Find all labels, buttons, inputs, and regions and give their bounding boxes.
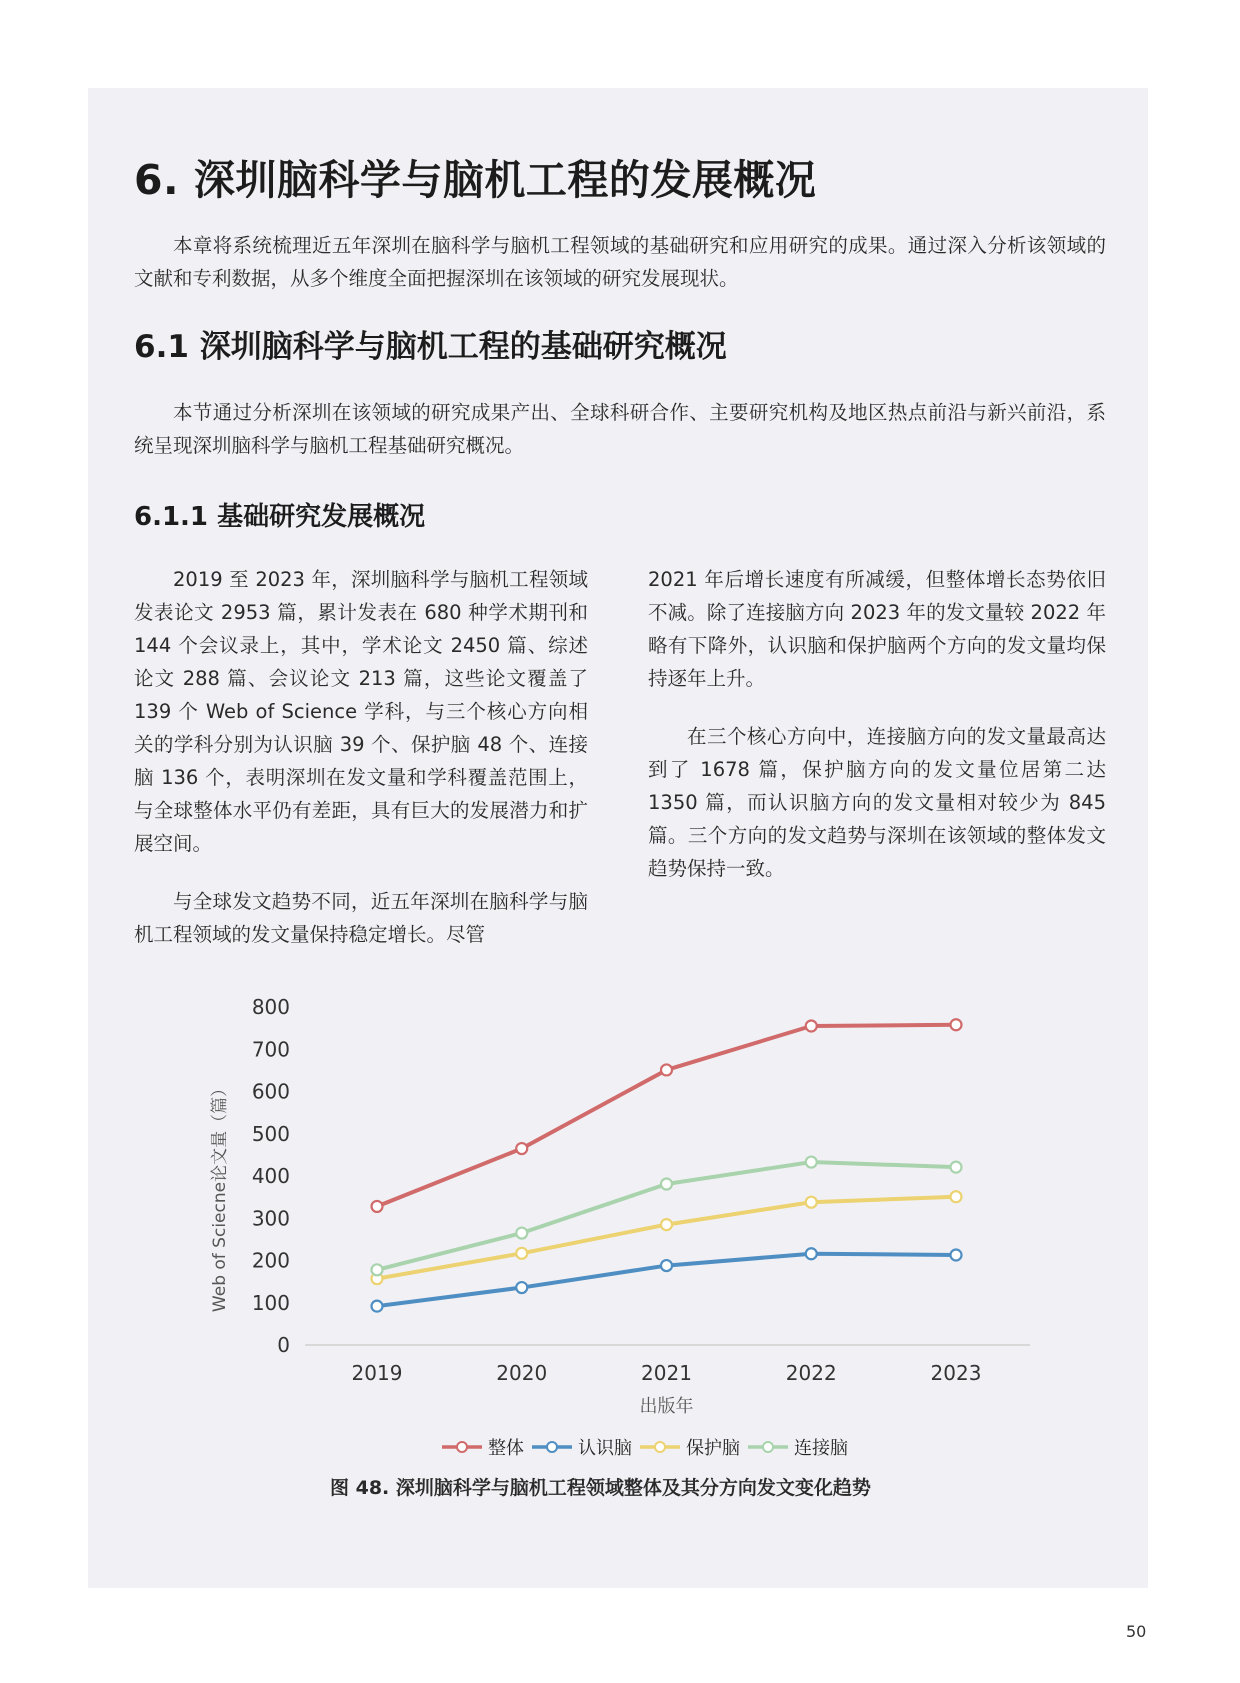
data-point — [806, 1021, 817, 1032]
data-point — [951, 1250, 962, 1261]
left-paragraph-1: 2019 至 2023 年，深圳脑科学与脑机工程领域发表论文 2953 篇，累计发表在 680 种学术期刊和 144 个会议录上，其中，学术论文 2450 篇、综述论文 288 篇、会议论文 213 篇，这些论文覆盖了 139 个 Web of Science 学科，与三个核心方向相关的学科分别为认识脑 39 个、保护脑 48 个、连接脑 136 个，表明深圳在发文量和学科覆盖范围上，与全球整体水平仍有差距，具有巨大的发展潜力和扩展空间。 — [134, 568, 588, 855]
chapter-intro: 本章将系统梳理近五年深圳在脑科学与脑机工程领域的基础研究和应用研究的成果。通过深入分析该领域的文献和专利数据，从多个维度全面把握深圳在该领域的研究发展现状。 — [134, 234, 1106, 290]
y-tick-label: 600 — [251, 1079, 290, 1104]
chapter-title: 6. 深圳脑科学与脑机工程的发展概况 — [134, 156, 817, 204]
left-paragraph-2: 与全球发文趋势不同，近五年深圳在脑科学与脑机工程领域的发文量保持稳定增长。尽管 — [134, 890, 588, 946]
data-point — [372, 1201, 383, 1212]
data-point — [661, 1064, 672, 1075]
data-point — [372, 1264, 383, 1275]
data-point — [951, 1019, 962, 1030]
data-point — [951, 1191, 962, 1202]
y-tick-label: 300 — [251, 1206, 290, 1231]
line-chart — [180, 980, 1060, 1480]
y-tick-label: 500 — [251, 1121, 290, 1146]
legend-label: 认识脑 — [578, 1438, 632, 1459]
legend-item — [440, 1434, 524, 1460]
legend-label: 整体 — [488, 1438, 524, 1459]
chart-canvas — [180, 980, 1060, 1480]
y-tick-label: 200 — [251, 1248, 290, 1273]
legend-swatch — [746, 1439, 790, 1455]
legend-swatch — [638, 1439, 682, 1455]
right-paragraph-1: 2021 年后增长速度有所减缓，但整体增长态势依旧不减。除了连接脑方向 2023 年的发文量较 2022 年略有下降外，认识脑和保护脑两个方向的发文量均保持逐年上升。 — [648, 568, 1106, 690]
data-point — [806, 1197, 817, 1208]
y-tick-label: 400 — [251, 1164, 290, 1188]
legend-item — [746, 1434, 848, 1460]
data-point — [516, 1228, 527, 1239]
data-point — [516, 1248, 527, 1259]
legend-swatch — [440, 1439, 484, 1455]
chart-legend — [440, 1433, 854, 1461]
x-tick-label: 2022 — [785, 1361, 837, 1385]
section-intro: 本节通过分析深圳在该领域的研究成果产出、全球科研合作、主要研究机构及地区热点前沿与新兴前沿，系统呈现深圳脑科学与脑机工程基础研究概况。 — [134, 401, 1106, 457]
y-tick-label: 100 — [251, 1290, 290, 1315]
data-point — [951, 1162, 962, 1173]
x-tick-label: 2021 — [641, 1361, 692, 1385]
legend-swatch — [530, 1439, 574, 1455]
legend-item — [638, 1434, 740, 1460]
legend-label: 保护脑 — [686, 1438, 740, 1459]
legend-label: 连接脑 — [794, 1438, 848, 1459]
data-point — [516, 1282, 527, 1293]
data-point — [806, 1157, 817, 1168]
data-point — [516, 1143, 527, 1154]
y-tick-label: 700 — [251, 1037, 290, 1062]
y-axis-title: Web of Sciecne论文量（篇） — [210, 1079, 230, 1313]
data-point — [372, 1301, 383, 1312]
y-tick-label: 800 — [251, 995, 290, 1019]
x-tick-label: 2019 — [351, 1361, 403, 1385]
data-point — [661, 1260, 672, 1271]
right-paragraph-2: 在三个核心方向中，连接脑方向的发文量最高达到了 1678 篇，保护脑方向的发文量位居第二达 1350 篇，而认识脑方向的发文量相对较少为 845 篇。三个方向的发文趋势与深圳在该领域的整体发文趋势保持一致。 — [648, 725, 1106, 880]
data-point — [661, 1179, 672, 1190]
data-point — [806, 1248, 817, 1259]
x-axis-title: 出版年 — [639, 1396, 694, 1417]
legend-item — [530, 1434, 632, 1460]
section-title: 6.1 深圳脑科学与脑机工程的基础研究概况 — [134, 329, 727, 365]
x-tick-label: 2023 — [930, 1361, 982, 1385]
page-number: 50 — [1126, 1622, 1147, 1641]
x-tick-label: 2020 — [496, 1361, 548, 1385]
subsection-title: 6.1.1 基础研究发展概况 — [134, 502, 426, 532]
y-tick-label: 0 — [277, 1333, 290, 1357]
figure-caption: 图 48. 深圳脑科学与脑机工程领域整体及其分方向发文变化趋势 — [330, 1477, 871, 1499]
data-point — [661, 1219, 672, 1230]
